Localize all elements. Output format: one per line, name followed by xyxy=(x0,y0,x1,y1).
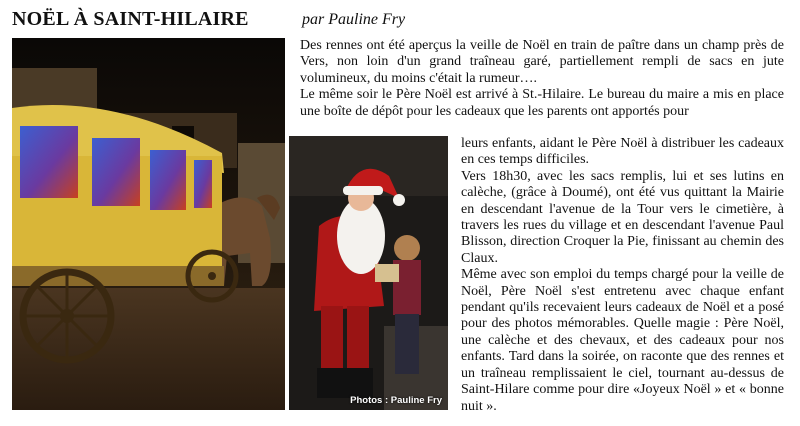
carriage-photo xyxy=(12,38,285,410)
santa-photo xyxy=(289,136,448,410)
paragraph-arrival: Le même soir le Père Noël est arrivé à St.-Hilaire. Le bureau du maire a mis en place une boîte de dépôt pour les cadeaux que les parents ont apportés pour xyxy=(300,87,784,119)
paragraph-route: Vers 18h30, avec les sacs remplis, lui et ses lutins en calèche, (grâce à Doumé), ont été vus quittant la Mairie en descendant l'avenue de la Tour vers le cimetière, à travers les rues du village et en descendant l'avenue Paul Blisson, direction Croquer la Pie, finissant au chemin des Claux. xyxy=(461,168,784,266)
carriage-illustration xyxy=(12,38,285,410)
paragraph-reindeer: Des rennes ont été aperçus la veille de Noël en train de paître dans un champ près de Vers, non loin d'un grand traîneau garé, partiellement rempli de sacs en jute volumineux, du moins c'était la rumeur…. xyxy=(300,38,784,86)
santa-illustration xyxy=(289,136,448,410)
paragraph-arrival-continued: leurs enfants, aidant le Père Noël à distribuer les cadeaux en ces temps difficiles. xyxy=(461,136,784,168)
paragraph-magic: Même avec son emploi du temps chargé pour la veille de Noël, Père Noël s'est entretenu avec chaque enfant pendant qu'ils recevaient leurs cadeaux de Noël et a posé pour des photos mémorables. Quelle magie : Père Noël, une calèche et des chevaux, et des cadeaux pour nos enfants. Tard dans la soirée, on raconte que des rennes et un traîneau remplissaient le ciel, tournant au-dessus de Saint-Hilare comme pour dire «Joyeux Noël » et « bonne nuit ». xyxy=(461,267,784,414)
article-byline: par Pauline Fry xyxy=(302,11,406,28)
photo-credit: Photos : Pauline Fry xyxy=(350,395,442,406)
article-title: NOËL À SAINT-HILAIRE xyxy=(12,8,249,30)
article-text-right xyxy=(461,136,784,415)
article-text-top xyxy=(300,38,784,120)
